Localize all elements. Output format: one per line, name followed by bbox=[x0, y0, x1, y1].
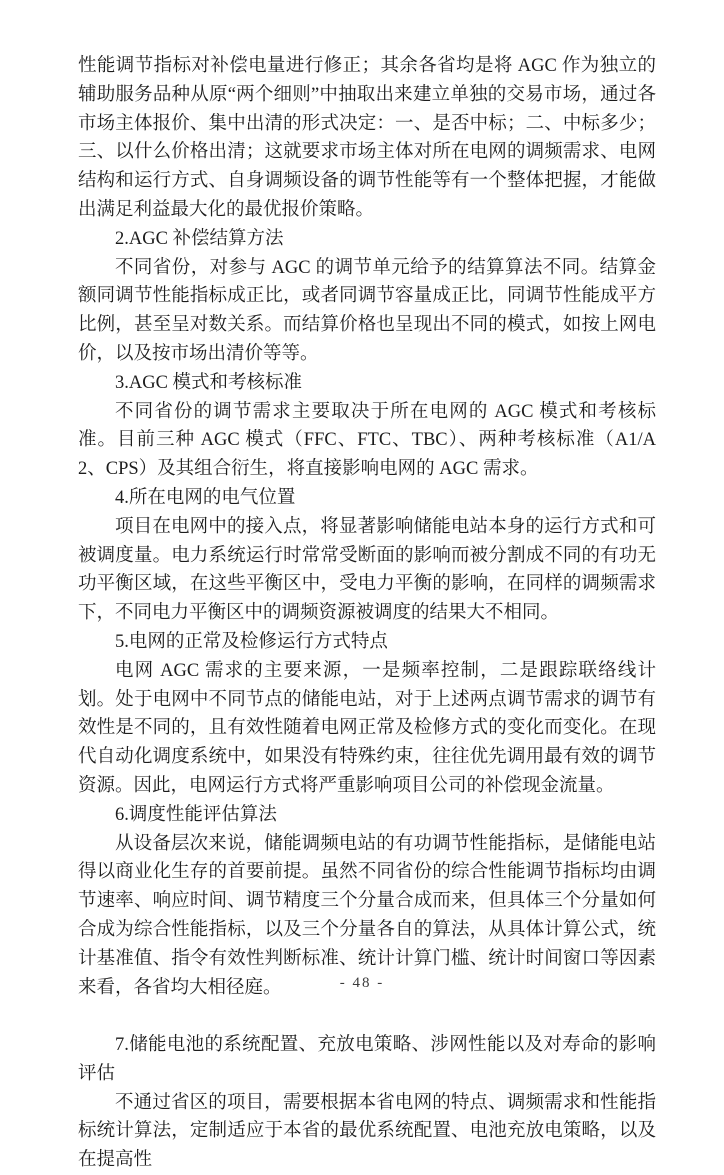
paragraph-continuation: 性能调节指标对补偿电量进行修正；其余各省均是将 AGC 作为独立的辅助服务品种从原“两个细则”中抽取出来建立单独的交易市场，通过各市场主体报价、集中出清的形式决定：一、是否中标；二、中标多少；三、以什么价格出清；这就要求市场主体对所在电网的调频需求、电网结构和运行方式、自身调频设备的调节性能等有一个整体把握，才能做出满足利益最大化的最优报价策略。 bbox=[78, 56, 656, 220]
document-body bbox=[78, 52, 656, 1175]
section-6-body: 从设备层次来说，储能调频电站的有功调节性能指标，是储能电站得以商业化生存的首要前提。虽然不同省份的综合性能调节指标均由调节速率、响应时间、调节精度三个分量合成而来，但具体三个分量如何合成为综合性能指标，以及三个分量各自的算法，从具体计算公式，统计基准值、指令有效性判断标准、统计计算门槛、统计时间窗口等因素来看，各省均大相径庭。 bbox=[78, 833, 656, 998]
section-2-body: 不同省份，对参与 AGC 的调节单元给予的结算算法不同。结算金额同调节性能指标成正比，或者同调节容量成正比，同调节性能成平方比例，甚至呈对数关系。而结算价格也呈现出不同的模式，如按上网电价，以及按市场出清价等等。 bbox=[78, 257, 656, 364]
section-heading-3: 3.AGC 模式和考核标准 bbox=[115, 372, 303, 393]
section-4-body: 项目在电网中的接入点，将显著影响储能电站本身的运行方式和可被调度量。电力系统运行时常常受断面的影响而被分割成不同的有功无功平衡区域，在这些平衡区中，受电力平衡的影响，在同样的调频需求下，不同电力平衡区中的调频资源被调度的结果大不相同。 bbox=[78, 516, 656, 624]
section-5-body: 电网 AGC 需求的主要来源，一是频率控制，二是跟踪联络线计划。处于电网中不同节点的储能电站，对于上述两点调节需求的调节有效性是不同的，且有效性随着电网正常及检修方式的变化而变化。在现代自动化调度系统中，如果没有特殊约束，往往优先调用最有效的调节资源。因此，电网运行方式将严重影响项目公司的补偿现金流量。 bbox=[78, 660, 656, 796]
section-3-body: 不同省份的调节需求主要取决于所在电网的 AGC 模式和考核标准。目前三种 AGC 模式（FFC、FTC、TBC）、两种考核标准（A1/A2、CPS）及其组合衍生，将直接影响电网的 AGC 需求。 bbox=[78, 401, 656, 480]
page-number: - 48 - bbox=[339, 975, 385, 991]
section-heading-7: 7.储能电池的系统配置、充放电策略、涉网性能以及对寿命的影响评估 bbox=[78, 1035, 656, 1084]
section-7-body: 不通过省区的项目，需要根据本省电网的特点、调频需求和性能指标统计算法，定制适应于本省的最优系统配置、电池充放电策略，以及在提高性 bbox=[78, 1092, 656, 1171]
section-heading-4: 4.所在电网的电气位置 bbox=[115, 487, 296, 508]
section-heading-6: 6.调度性能评估算法 bbox=[115, 804, 277, 825]
section-heading-2: 2.AGC 补偿结算方法 bbox=[115, 228, 284, 249]
section-heading-5: 5.电网的正常及检修运行方式特点 bbox=[115, 631, 388, 652]
